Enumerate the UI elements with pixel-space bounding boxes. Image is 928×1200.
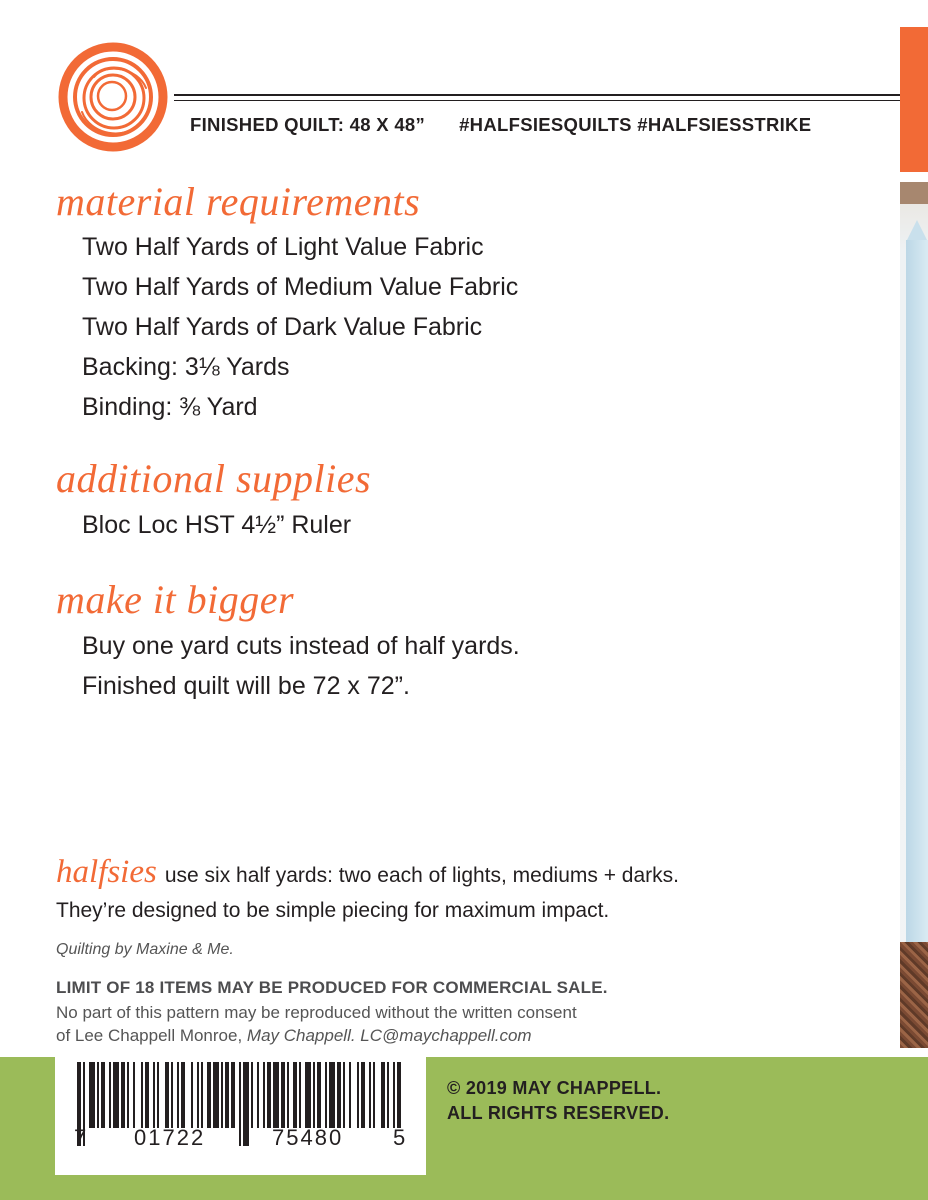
barcode-bar <box>141 1062 143 1128</box>
barcode-bar <box>207 1062 211 1128</box>
barcode-bar <box>201 1062 203 1128</box>
barcode-bar <box>109 1062 111 1128</box>
bigger-item: Buy one yard cuts instead of half yards. <box>82 632 520 660</box>
barcode-bar <box>281 1062 285 1128</box>
barcode-bar <box>133 1062 135 1128</box>
barcode-digits-right: 75480 <box>272 1125 344 1150</box>
barcode-bar <box>127 1062 129 1128</box>
barcode-digits-left: 01722 <box>134 1125 206 1150</box>
barcode-bar <box>121 1062 125 1128</box>
barcode-bar <box>305 1062 311 1128</box>
barcode-bar <box>97 1062 99 1128</box>
barcode-bar <box>113 1062 119 1128</box>
barcode-bar <box>101 1062 105 1128</box>
barcode-bar <box>191 1062 193 1128</box>
barcode-icon <box>77 1062 407 1146</box>
barcode-bar <box>325 1062 327 1128</box>
barcode-bar <box>177 1062 179 1128</box>
copyright-line-2: ALL RIGHTS RESERVED. <box>447 1103 670 1123</box>
barcode-bar <box>251 1062 253 1128</box>
material-item: Two Half Yards of Dark Value Fabric <box>82 313 483 341</box>
barcode-bar <box>369 1062 371 1128</box>
swirl-circle-logo-icon <box>54 42 172 152</box>
material-item: Backing: 3⅛ Yards <box>82 353 290 381</box>
description-text-1: use six half yards: two each of lights, mediums + darks. <box>164 864 679 887</box>
hashtags: #HALFSIESQUILTS #HALFSIESSTRIKE <box>459 114 812 135</box>
header-rule-thin <box>174 100 900 101</box>
barcode-bar <box>153 1062 155 1128</box>
copyright-line-1: © 2019 MAY CHAPPELL. <box>447 1078 662 1098</box>
materials-heading: material requirements <box>56 179 421 224</box>
halfsies-brand: halfsies <box>56 854 157 890</box>
barcode-bar <box>225 1062 229 1128</box>
barcode-bar <box>157 1062 159 1128</box>
barcode-bar <box>397 1062 401 1128</box>
barcode-bar <box>273 1062 279 1128</box>
barcode-bar <box>373 1062 375 1128</box>
material-item: Binding: ⅜ Yard <box>82 393 258 421</box>
header-line <box>190 114 890 136</box>
barcode-bar <box>387 1062 389 1128</box>
legal-line-1: No part of this pattern may be reproduced without the written consent <box>56 1003 577 1022</box>
supplies-heading: additional supplies <box>56 456 372 501</box>
barcode-bar <box>349 1062 351 1128</box>
barcode-bar <box>267 1062 271 1128</box>
supply-item: Bloc Loc HST 4½” Ruler <box>82 511 352 539</box>
barcode-bar <box>145 1062 149 1128</box>
barcode-bar <box>313 1062 315 1128</box>
barcode-bar <box>329 1062 335 1128</box>
quilting-credit: Quilting by Maxine & Me. <box>56 941 234 958</box>
description-line-2: They’re designed to be simple piecing for maximum impact. <box>56 899 610 922</box>
barcode-bar <box>361 1062 365 1128</box>
barcode-bar <box>299 1062 301 1128</box>
barcode-bar <box>181 1062 185 1128</box>
legal-contact: May Chappell. LC@maychappell.com <box>246 1026 532 1045</box>
legal-name: of Lee Chappell Monroe, <box>56 1026 247 1045</box>
material-item: Two Half Yards of Light Value Fabric <box>82 233 484 261</box>
commercial-limit: LIMIT OF 18 ITEMS MAY BE PRODUCED FOR COMMERCIAL SALE. <box>56 978 608 997</box>
orange-accent-bar <box>900 27 928 172</box>
barcode-bar <box>293 1062 297 1128</box>
barcode-digit-first: 7 <box>74 1125 87 1150</box>
barcode-bar <box>165 1062 169 1128</box>
barcode-bar <box>337 1062 341 1128</box>
legal-line-2 <box>56 1026 532 1046</box>
cover-photo-strip <box>900 182 928 1048</box>
material-item: Two Half Yards of Medium Value Fabric <box>82 273 519 301</box>
barcode-bar <box>221 1062 223 1128</box>
barcode-bar <box>393 1062 395 1128</box>
finished-quilt-size: FINISHED QUILT: 48 X 48” <box>190 114 426 135</box>
header-rule <box>174 94 900 96</box>
barcode-bar <box>381 1062 385 1128</box>
barcode-bar <box>171 1062 173 1128</box>
bigger-heading: make it bigger <box>56 577 295 622</box>
barcode-digit-last: 5 <box>393 1125 406 1150</box>
barcode-bar <box>89 1062 95 1128</box>
barcode-bar <box>317 1062 321 1128</box>
barcode-bar <box>197 1062 199 1128</box>
barcode-bar <box>231 1062 235 1128</box>
description-line-1 <box>56 854 679 891</box>
bigger-item: Finished quilt will be 72 x 72”. <box>82 672 410 700</box>
barcode-bar <box>243 1062 249 1146</box>
barcode-bar <box>287 1062 289 1128</box>
barcode-bar <box>357 1062 359 1128</box>
barcode-bar <box>213 1062 219 1128</box>
barcode-bar <box>239 1062 241 1146</box>
barcode-bar <box>343 1062 345 1128</box>
barcode-bar <box>263 1062 265 1128</box>
barcode-bar <box>257 1062 259 1128</box>
